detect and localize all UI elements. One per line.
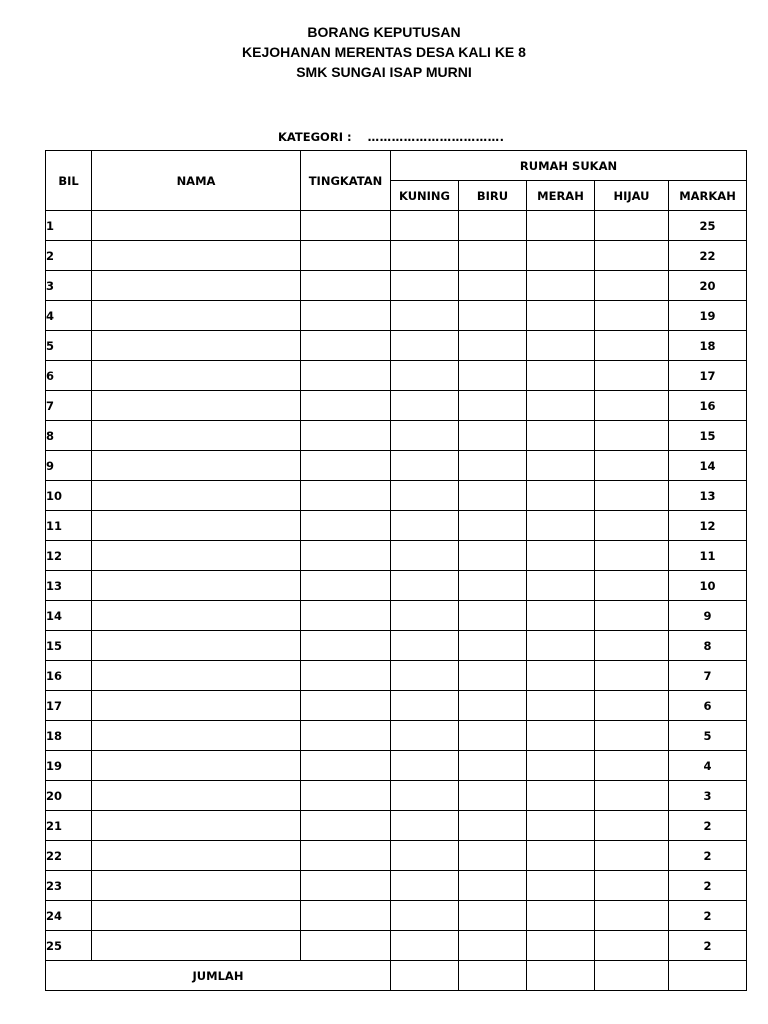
hijau-cell[interactable] <box>595 571 669 601</box>
total-merah-cell[interactable] <box>527 961 595 991</box>
tingkatan-cell[interactable] <box>301 601 391 631</box>
nama-cell[interactable] <box>92 331 301 361</box>
tingkatan-cell[interactable] <box>301 511 391 541</box>
biru-cell[interactable] <box>459 571 527 601</box>
tingkatan-cell[interactable] <box>301 331 391 361</box>
bil-cell: 2 <box>46 241 92 271</box>
markah-cell: 25 <box>669 211 747 241</box>
markah-cell: 8 <box>669 631 747 661</box>
total-hijau-cell[interactable] <box>595 961 669 991</box>
kuning-cell[interactable] <box>391 841 459 871</box>
biru-cell[interactable] <box>459 661 527 691</box>
merah-cell[interactable] <box>527 241 595 271</box>
nama-cell[interactable] <box>92 751 301 781</box>
biru-cell[interactable] <box>459 721 527 751</box>
kuning-cell[interactable] <box>391 211 459 241</box>
table-row <box>46 811 747 841</box>
bil-cell: 20 <box>46 781 92 811</box>
tingkatan-cell[interactable] <box>301 271 391 301</box>
biru-cell[interactable] <box>459 781 527 811</box>
hijau-cell[interactable] <box>595 901 669 931</box>
kuning-cell[interactable] <box>391 241 459 271</box>
nama-cell[interactable] <box>92 691 301 721</box>
hijau-cell[interactable] <box>595 331 669 361</box>
kuning-cell[interactable] <box>391 541 459 571</box>
nama-cell[interactable] <box>92 661 301 691</box>
total-biru-cell[interactable] <box>459 961 527 991</box>
bil-cell: 6 <box>46 361 92 391</box>
merah-cell[interactable] <box>527 901 595 931</box>
nama-cell[interactable] <box>92 361 301 391</box>
nama-cell[interactable] <box>92 721 301 751</box>
bil-cell: 11 <box>46 511 92 541</box>
kuning-cell[interactable] <box>391 871 459 901</box>
hijau-cell[interactable] <box>595 481 669 511</box>
hijau-cell[interactable] <box>595 781 669 811</box>
hijau-cell[interactable] <box>595 511 669 541</box>
table-row <box>46 481 747 511</box>
biru-cell[interactable] <box>459 691 527 721</box>
nama-cell[interactable] <box>92 301 301 331</box>
bil-cell: 22 <box>46 841 92 871</box>
merah-cell[interactable] <box>527 481 595 511</box>
table-body <box>46 211 747 961</box>
markah-cell: 2 <box>669 841 747 871</box>
markah-cell: 18 <box>669 331 747 361</box>
biru-cell[interactable] <box>459 391 527 421</box>
nama-cell[interactable] <box>92 451 301 481</box>
nama-cell[interactable] <box>92 631 301 661</box>
merah-cell[interactable] <box>527 721 595 751</box>
hijau-cell[interactable] <box>595 931 669 961</box>
bil-cell: 13 <box>46 571 92 601</box>
kategori-label: KATEGORI : <box>278 130 352 144</box>
bil-cell: 5 <box>46 331 92 361</box>
form-title <box>0 22 768 82</box>
bil-cell: 3 <box>46 271 92 301</box>
nama-cell[interactable] <box>92 241 301 271</box>
hijau-cell[interactable] <box>595 631 669 661</box>
merah-cell[interactable] <box>527 541 595 571</box>
kuning-cell[interactable] <box>391 901 459 931</box>
bil-cell: 21 <box>46 811 92 841</box>
table-row <box>46 511 747 541</box>
table-row <box>46 571 747 601</box>
merah-cell[interactable] <box>527 691 595 721</box>
biru-cell[interactable] <box>459 211 527 241</box>
nama-cell[interactable] <box>92 601 301 631</box>
markah-cell: 17 <box>669 361 747 391</box>
biru-cell[interactable] <box>459 541 527 571</box>
merah-cell[interactable] <box>527 511 595 541</box>
hijau-cell[interactable] <box>595 211 669 241</box>
hijau-cell[interactable] <box>595 421 669 451</box>
bil-cell: 15 <box>46 631 92 661</box>
tingkatan-cell[interactable] <box>301 241 391 271</box>
bil-cell: 4 <box>46 301 92 331</box>
kuning-cell[interactable] <box>391 661 459 691</box>
hijau-cell[interactable] <box>595 451 669 481</box>
title-line-1: BORANG KEPUTUSAN <box>307 24 461 40</box>
markah-cell: 11 <box>669 541 747 571</box>
header-bil: BIL <box>46 151 92 211</box>
kuning-cell[interactable] <box>391 511 459 541</box>
total-kuning-cell[interactable] <box>391 961 459 991</box>
table-row <box>46 241 747 271</box>
kuning-cell[interactable] <box>391 931 459 961</box>
table-row <box>46 451 747 481</box>
markah-cell: 15 <box>669 421 747 451</box>
nama-cell[interactable] <box>92 391 301 421</box>
nama-cell[interactable] <box>92 901 301 931</box>
kuning-cell[interactable] <box>391 271 459 301</box>
bil-cell: 10 <box>46 481 92 511</box>
markah-cell: 20 <box>669 271 747 301</box>
merah-cell[interactable] <box>527 391 595 421</box>
biru-cell[interactable] <box>459 601 527 631</box>
table-row <box>46 631 747 661</box>
nama-cell[interactable] <box>92 421 301 451</box>
kuning-cell[interactable] <box>391 751 459 781</box>
merah-cell[interactable] <box>527 871 595 901</box>
kuning-cell[interactable] <box>391 451 459 481</box>
biru-cell[interactable] <box>459 241 527 271</box>
bil-cell: 19 <box>46 751 92 781</box>
tingkatan-cell[interactable] <box>301 301 391 331</box>
kuning-cell[interactable] <box>391 481 459 511</box>
biru-cell[interactable] <box>459 481 527 511</box>
merah-cell[interactable] <box>527 601 595 631</box>
merah-cell[interactable] <box>527 271 595 301</box>
nama-cell[interactable] <box>92 271 301 301</box>
table-row <box>46 361 747 391</box>
markah-cell: 12 <box>669 511 747 541</box>
bil-cell: 16 <box>46 661 92 691</box>
header-hijau: HIJAU <box>595 181 669 211</box>
merah-cell[interactable] <box>527 931 595 961</box>
total-row <box>46 961 747 991</box>
merah-cell[interactable] <box>527 451 595 481</box>
results-table <box>45 150 747 991</box>
nama-cell[interactable] <box>92 841 301 871</box>
biru-cell[interactable] <box>459 931 527 961</box>
tingkatan-cell[interactable] <box>301 871 391 901</box>
merah-cell[interactable] <box>527 361 595 391</box>
hijau-cell[interactable] <box>595 541 669 571</box>
kuning-cell[interactable] <box>391 781 459 811</box>
biru-cell[interactable] <box>459 751 527 781</box>
header-merah: MERAH <box>527 181 595 211</box>
tingkatan-cell[interactable] <box>301 811 391 841</box>
hijau-cell[interactable] <box>595 721 669 751</box>
markah-cell: 19 <box>669 301 747 331</box>
kuning-cell[interactable] <box>391 361 459 391</box>
tingkatan-cell[interactable] <box>301 631 391 661</box>
biru-cell[interactable] <box>459 841 527 871</box>
biru-cell[interactable] <box>459 331 527 361</box>
markah-cell: 3 <box>669 781 747 811</box>
hijau-cell[interactable] <box>595 241 669 271</box>
kuning-cell[interactable] <box>391 571 459 601</box>
biru-cell[interactable] <box>459 301 527 331</box>
markah-cell: 4 <box>669 751 747 781</box>
merah-cell[interactable] <box>527 421 595 451</box>
merah-cell[interactable] <box>527 781 595 811</box>
kuning-cell[interactable] <box>391 721 459 751</box>
merah-cell[interactable] <box>527 751 595 781</box>
tingkatan-cell[interactable] <box>301 361 391 391</box>
biru-cell[interactable] <box>459 871 527 901</box>
hijau-cell[interactable] <box>595 841 669 871</box>
table-row <box>46 211 747 241</box>
tingkatan-cell[interactable] <box>301 781 391 811</box>
tingkatan-cell[interactable] <box>301 691 391 721</box>
header-tingkatan: TINGKATAN <box>301 151 391 211</box>
markah-cell: 7 <box>669 661 747 691</box>
merah-cell[interactable] <box>527 841 595 871</box>
markah-cell: 5 <box>669 721 747 751</box>
bil-cell: 24 <box>46 901 92 931</box>
nama-cell[interactable] <box>92 781 301 811</box>
hijau-cell[interactable] <box>595 751 669 781</box>
total-markah-cell[interactable] <box>669 961 747 991</box>
header-biru: BIRU <box>459 181 527 211</box>
nama-cell[interactable] <box>92 811 301 841</box>
nama-cell[interactable] <box>92 871 301 901</box>
markah-cell: 2 <box>669 901 747 931</box>
table-row <box>46 601 747 631</box>
markah-cell: 10 <box>669 571 747 601</box>
table-row <box>46 931 747 961</box>
kuning-cell[interactable] <box>391 601 459 631</box>
tingkatan-cell[interactable] <box>301 481 391 511</box>
kuning-cell[interactable] <box>391 301 459 331</box>
table-row <box>46 691 747 721</box>
biru-cell[interactable] <box>459 511 527 541</box>
tingkatan-cell[interactable] <box>301 901 391 931</box>
biru-cell[interactable] <box>459 361 527 391</box>
merah-cell[interactable] <box>527 211 595 241</box>
header-rumah-sukan: RUMAH SUKAN <box>391 151 747 181</box>
merah-cell[interactable] <box>527 661 595 691</box>
bil-cell: 12 <box>46 541 92 571</box>
kategori-value[interactable]: ……………………………. <box>367 130 505 144</box>
total-label: JUMLAH <box>46 961 391 991</box>
hijau-cell[interactable] <box>595 871 669 901</box>
markah-cell: 22 <box>669 241 747 271</box>
kuning-cell[interactable] <box>391 811 459 841</box>
title-line-3: SMK SUNGAI ISAP MURNI <box>296 64 472 80</box>
bil-cell: 9 <box>46 451 92 481</box>
tingkatan-cell[interactable] <box>301 751 391 781</box>
tingkatan-cell[interactable] <box>301 421 391 451</box>
bil-cell: 25 <box>46 931 92 961</box>
merah-cell[interactable] <box>527 631 595 661</box>
table-row <box>46 901 747 931</box>
nama-cell[interactable] <box>92 511 301 541</box>
markah-cell: 2 <box>669 871 747 901</box>
tingkatan-cell[interactable] <box>301 931 391 961</box>
tingkatan-cell[interactable] <box>301 211 391 241</box>
markah-cell: 16 <box>669 391 747 421</box>
table-row <box>46 751 747 781</box>
kuning-cell[interactable] <box>391 421 459 451</box>
bil-cell: 23 <box>46 871 92 901</box>
header-row-1 <box>46 151 747 181</box>
table-row <box>46 541 747 571</box>
hijau-cell[interactable] <box>595 301 669 331</box>
markah-cell: 9 <box>669 601 747 631</box>
biru-cell[interactable] <box>459 901 527 931</box>
markah-cell: 6 <box>669 691 747 721</box>
header-nama: NAMA <box>92 151 301 211</box>
nama-cell[interactable] <box>92 211 301 241</box>
biru-cell[interactable] <box>459 451 527 481</box>
title-line-2: KEJOHANAN MERENTAS DESA KALI KE 8 <box>242 44 526 60</box>
hijau-cell[interactable] <box>595 691 669 721</box>
hijau-cell[interactable] <box>595 391 669 421</box>
table-row <box>46 841 747 871</box>
tingkatan-cell[interactable] <box>301 451 391 481</box>
table-row <box>46 301 747 331</box>
hijau-cell[interactable] <box>595 361 669 391</box>
markah-cell: 2 <box>669 811 747 841</box>
merah-cell[interactable] <box>527 571 595 601</box>
bil-cell: 17 <box>46 691 92 721</box>
hijau-cell[interactable] <box>595 811 669 841</box>
markah-cell: 2 <box>669 931 747 961</box>
tingkatan-cell[interactable] <box>301 661 391 691</box>
tingkatan-cell[interactable] <box>301 841 391 871</box>
tingkatan-cell[interactable] <box>301 541 391 571</box>
bil-cell: 14 <box>46 601 92 631</box>
bil-cell: 18 <box>46 721 92 751</box>
biru-cell[interactable] <box>459 631 527 661</box>
kuning-cell[interactable] <box>391 331 459 361</box>
table-row <box>46 421 747 451</box>
table-row <box>46 721 747 751</box>
markah-cell: 13 <box>669 481 747 511</box>
merah-cell[interactable] <box>527 811 595 841</box>
markah-cell: 14 <box>669 451 747 481</box>
hijau-cell[interactable] <box>595 661 669 691</box>
biru-cell[interactable] <box>459 811 527 841</box>
kuning-cell[interactable] <box>391 691 459 721</box>
kategori-field <box>278 130 504 144</box>
hijau-cell[interactable] <box>595 601 669 631</box>
table-row <box>46 871 747 901</box>
biru-cell[interactable] <box>459 271 527 301</box>
bil-cell: 8 <box>46 421 92 451</box>
nama-cell[interactable] <box>92 481 301 511</box>
merah-cell[interactable] <box>527 331 595 361</box>
table-row <box>46 331 747 361</box>
tingkatan-cell[interactable] <box>301 391 391 421</box>
biru-cell[interactable] <box>459 421 527 451</box>
hijau-cell[interactable] <box>595 271 669 301</box>
kuning-cell[interactable] <box>391 631 459 661</box>
nama-cell[interactable] <box>92 541 301 571</box>
tingkatan-cell[interactable] <box>301 571 391 601</box>
kuning-cell[interactable] <box>391 391 459 421</box>
header-kuning: KUNING <box>391 181 459 211</box>
bil-cell: 1 <box>46 211 92 241</box>
table-row <box>46 271 747 301</box>
merah-cell[interactable] <box>527 301 595 331</box>
nama-cell[interactable] <box>92 931 301 961</box>
table-row <box>46 781 747 811</box>
table-row <box>46 661 747 691</box>
table-row <box>46 391 747 421</box>
header-markah: MARKAH <box>669 181 747 211</box>
nama-cell[interactable] <box>92 571 301 601</box>
tingkatan-cell[interactable] <box>301 721 391 751</box>
bil-cell: 7 <box>46 391 92 421</box>
